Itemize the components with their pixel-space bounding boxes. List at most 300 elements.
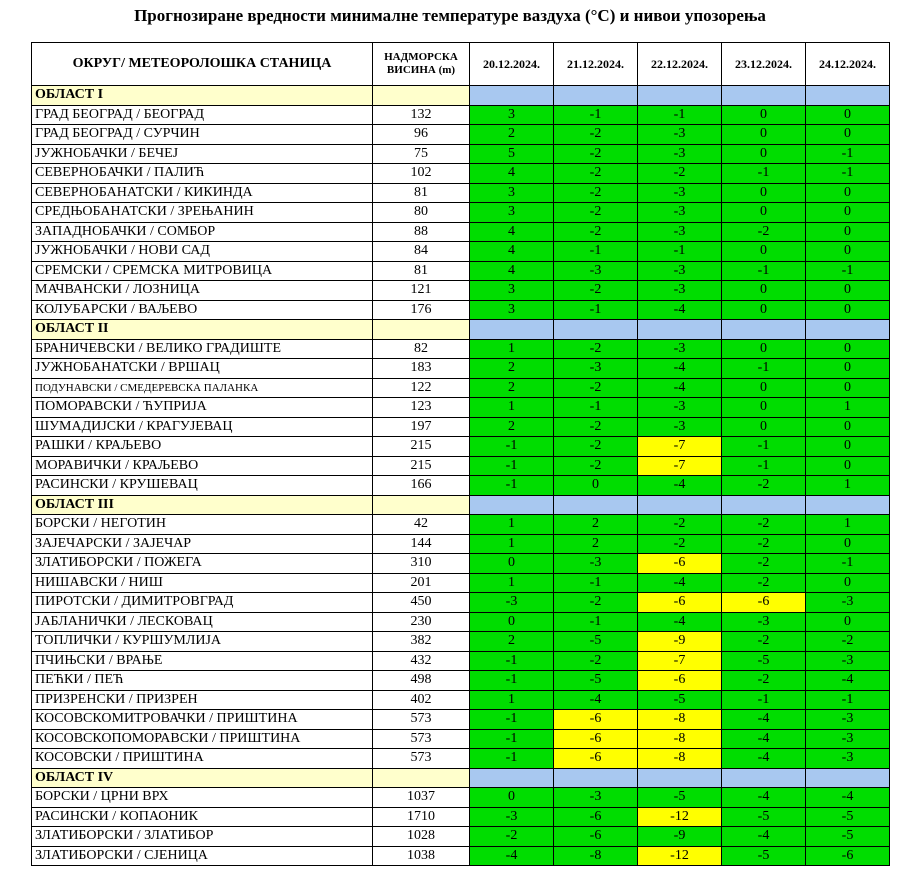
station-altitude: 215: [373, 456, 470, 476]
region-name: ОБЛАСТ II: [32, 320, 373, 340]
station-name: БРАНИЧЕВСКИ / ВЕЛИКО ГРАДИШТЕ: [32, 339, 373, 359]
temperature-cell-green: 2: [470, 417, 554, 437]
region-date-blank: [470, 320, 554, 340]
temperature-cell-green: -1: [470, 749, 554, 769]
temperature-cell-green: -3: [806, 710, 890, 730]
table-row: [32, 612, 890, 632]
station-altitude: 80: [373, 203, 470, 223]
page-title: Прогнозиране вредности минималне температуре ваздуха (°C) и нивои упозорења: [134, 6, 766, 25]
station-name: ЈАБЛАНИЧКИ / ЛЕСКОВАЦ: [32, 612, 373, 632]
date-column-header: 24.12.2024.: [806, 43, 890, 86]
date-column-header: 21.12.2024.: [554, 43, 638, 86]
temperature-cell-green: -2: [722, 573, 806, 593]
temperature-cell-green: -3: [638, 261, 722, 281]
temperature-cell-green: 0: [806, 573, 890, 593]
table-row: [32, 261, 890, 281]
table-row: [32, 651, 890, 671]
table-row: [32, 281, 890, 301]
station-name: ЗЛАТИБОРСКИ / СЈЕНИЦА: [32, 846, 373, 866]
region-date-blank: [638, 86, 722, 106]
temperature-cell-green: 3: [470, 105, 554, 125]
table-row: [32, 222, 890, 242]
station-name: РАШКИ / КРАЉЕВО: [32, 437, 373, 457]
region-date-blank: [722, 320, 806, 340]
temperature-cell-green: -1: [722, 359, 806, 379]
station-name: ЗАПАДНОБАЧКИ / СОМБОР: [32, 222, 373, 242]
temperature-cell-green: -2: [554, 281, 638, 301]
temperature-cell-yellow: -6: [638, 593, 722, 613]
table-row: [32, 476, 890, 496]
station-name: ШУМАДИЈСКИ / КРАГУЈЕВАЦ: [32, 417, 373, 437]
station-altitude: 1028: [373, 827, 470, 847]
region-date-blank: [470, 495, 554, 515]
region-date-blank: [638, 320, 722, 340]
temperature-cell-green: -3: [638, 222, 722, 242]
temperature-cell-green: -4: [722, 749, 806, 769]
table-row: [32, 632, 890, 652]
table-row: [32, 827, 890, 847]
temperature-cell-green: -1: [806, 554, 890, 574]
station-name: БОРСКИ / НЕГОТИН: [32, 515, 373, 535]
temperature-cell-green: 0: [722, 417, 806, 437]
region-date-blank: [722, 495, 806, 515]
station-altitude: 1037: [373, 788, 470, 808]
station-altitude: 88: [373, 222, 470, 242]
temperature-cell-green: -3: [638, 417, 722, 437]
table-row: [32, 437, 890, 457]
temperature-cell-green: -1: [722, 437, 806, 457]
table-row: [32, 339, 890, 359]
temperature-cell-green: -2: [638, 164, 722, 184]
temperature-cell-green: 0: [806, 359, 890, 379]
region-date-blank: [638, 768, 722, 788]
temperature-cell-green: -1: [806, 164, 890, 184]
date-column-header: 22.12.2024.: [638, 43, 722, 86]
temperature-cell-green: -1: [554, 242, 638, 262]
temperature-cell-green: -1: [638, 105, 722, 125]
temperature-cell-green: -1: [470, 651, 554, 671]
temperature-cell-green: -5: [554, 632, 638, 652]
station-name: ТОПЛИЧКИ / КУРШУМЛИЈА: [32, 632, 373, 652]
temperature-cell-green: 1: [470, 339, 554, 359]
temperature-cell-green: -2: [722, 515, 806, 535]
region-altitude-blank: [373, 320, 470, 340]
station-altitude: 230: [373, 612, 470, 632]
temperature-cell-green: -1: [554, 300, 638, 320]
temperature-cell-green: 2: [470, 378, 554, 398]
station-name: ПЧИЊСКИ / ВРАЊЕ: [32, 651, 373, 671]
region-date-blank: [554, 320, 638, 340]
station-altitude: 132: [373, 105, 470, 125]
temperature-cell-green: 0: [722, 105, 806, 125]
station-altitude: 176: [373, 300, 470, 320]
temperature-cell-green: -9: [638, 827, 722, 847]
temperature-cell-green: -1: [470, 456, 554, 476]
table-header-row: [32, 43, 890, 86]
table-row: [32, 398, 890, 418]
station-name: СРЕМСКИ / СРЕМСКА МИТРОВИЦА: [32, 261, 373, 281]
temperature-cell-green: -8: [554, 846, 638, 866]
temperature-cell-green: 4: [470, 164, 554, 184]
temperature-cell-green: 1: [470, 573, 554, 593]
temperature-cell-green: -4: [722, 710, 806, 730]
station-name: КОСОВСКОПОМОРАВСКИ / ПРИШТИНА: [32, 729, 373, 749]
temperature-cell-green: -3: [806, 749, 890, 769]
temperature-cell-green: 0: [470, 612, 554, 632]
station-name: ЗЛАТИБОРСКИ / ЗЛАТИБОР: [32, 827, 373, 847]
temperature-cell-green: 1: [806, 476, 890, 496]
altitude-header-line1: НАДМОРСКА: [384, 51, 458, 63]
region-name: ОБЛАСТ III: [32, 495, 373, 515]
station-name: МАЧВАНСКИ / ЛОЗНИЦА: [32, 281, 373, 301]
temperature-cell-green: -5: [722, 846, 806, 866]
temperature-cell-yellow: -6: [554, 729, 638, 749]
temperature-cell-green: -5: [554, 671, 638, 691]
station-name: РАСИНСКИ / КРУШЕВАЦ: [32, 476, 373, 496]
temperature-cell-green: 0: [806, 437, 890, 457]
station-altitude: 382: [373, 632, 470, 652]
region-date-blank: [470, 86, 554, 106]
temperature-cell-green: 0: [806, 105, 890, 125]
region-date-blank: [554, 86, 638, 106]
temperature-cell-green: 0: [722, 125, 806, 145]
station-altitude: 573: [373, 710, 470, 730]
table-row: [32, 729, 890, 749]
temperature-cell-green: -4: [638, 476, 722, 496]
temperature-cell-green: -1: [806, 261, 890, 281]
temperature-cell-green: 0: [806, 534, 890, 554]
temperature-cell-green: -1: [470, 729, 554, 749]
temperature-cell-green: -4: [722, 788, 806, 808]
table-row: [32, 749, 890, 769]
temperature-cell-yellow: -8: [638, 749, 722, 769]
region-row: [32, 320, 890, 340]
region-date-blank: [806, 320, 890, 340]
station-altitude: 75: [373, 144, 470, 164]
region-row: [32, 768, 890, 788]
temperature-cell-green: -3: [554, 359, 638, 379]
temperature-cell-green: 0: [722, 281, 806, 301]
table-row: [32, 242, 890, 262]
table-body: [32, 86, 890, 866]
temperature-cell-green: -4: [638, 300, 722, 320]
temperature-cell-green: 4: [470, 222, 554, 242]
temperature-cell-green: 0: [806, 612, 890, 632]
temperature-cell-green: -4: [722, 827, 806, 847]
date-column-header: 23.12.2024.: [722, 43, 806, 86]
temperature-cell-green: -2: [554, 593, 638, 613]
temperature-cell-green: 2: [554, 515, 638, 535]
station-altitude: 123: [373, 398, 470, 418]
temperature-cell-green: 0: [722, 339, 806, 359]
temperature-cell-green: 3: [470, 300, 554, 320]
station-altitude: 122: [373, 378, 470, 398]
temperature-cell-green: 2: [470, 359, 554, 379]
table-row: [32, 710, 890, 730]
temperature-cell-yellow: -6: [554, 710, 638, 730]
station-altitude: 82: [373, 339, 470, 359]
temperature-cell-green: 1: [470, 398, 554, 418]
temperature-cell-green: -1: [806, 690, 890, 710]
station-name: МОРАВИЧКИ / КРАЉЕВО: [32, 456, 373, 476]
temperature-cell-green: -3: [638, 144, 722, 164]
table-row: [32, 300, 890, 320]
station-altitude: 96: [373, 125, 470, 145]
temperature-cell-yellow: -12: [638, 846, 722, 866]
temperature-cell-green: -2: [554, 222, 638, 242]
station-name: ЈУЖНОБАЧКИ / НОВИ САД: [32, 242, 373, 262]
table-row: [32, 534, 890, 554]
temperature-cell-green: 2: [554, 534, 638, 554]
temperature-cell-green: -1: [722, 456, 806, 476]
table-row: [32, 690, 890, 710]
station-name: ПРИЗРЕНСКИ / ПРИЗРЕН: [32, 690, 373, 710]
temperature-cell-green: 0: [806, 183, 890, 203]
station-name: ЗЛАТИБОРСКИ / ПОЖЕГА: [32, 554, 373, 574]
temperature-cell-green: -5: [638, 690, 722, 710]
station-altitude: 121: [373, 281, 470, 301]
temperature-cell-green: 1: [470, 690, 554, 710]
table-row: [32, 515, 890, 535]
table-row: [32, 359, 890, 379]
temperature-cell-yellow: -7: [638, 456, 722, 476]
station-altitude: 166: [373, 476, 470, 496]
region-date-blank: [806, 768, 890, 788]
table-row: [32, 164, 890, 184]
table-row: [32, 417, 890, 437]
temperature-cell-green: -2: [554, 183, 638, 203]
temperature-cell-green: -4: [470, 846, 554, 866]
temperature-cell-green: -3: [806, 729, 890, 749]
temperature-cell-green: 4: [470, 242, 554, 262]
station-name: СЕВЕРНОБАЧКИ / ПАЛИЋ: [32, 164, 373, 184]
station-name: БОРСКИ / ЦРНИ ВРХ: [32, 788, 373, 808]
temperature-cell-green: -2: [554, 339, 638, 359]
temperature-cell-green: -2: [722, 671, 806, 691]
table-row: [32, 203, 890, 223]
temperature-cell-green: -2: [554, 378, 638, 398]
temperature-cell-green: 0: [806, 203, 890, 223]
temperature-cell-green: -3: [638, 339, 722, 359]
temperature-cell-green: -2: [554, 125, 638, 145]
station-altitude: 573: [373, 729, 470, 749]
region-date-blank: [554, 495, 638, 515]
station-name: КОЛУБАРСКИ / ВАЉЕВО: [32, 300, 373, 320]
temperature-cell-green: 1: [470, 534, 554, 554]
temperature-cell-green: -6: [554, 807, 638, 827]
temperature-cell-green: 1: [806, 398, 890, 418]
temperature-cell-green: 0: [722, 378, 806, 398]
temperature-cell-green: 0: [722, 300, 806, 320]
temperature-cell-green: 0: [806, 339, 890, 359]
station-name: РАСИНСКИ / КОПАОНИК: [32, 807, 373, 827]
temperature-cell-green: -1: [638, 242, 722, 262]
station-altitude: 1038: [373, 846, 470, 866]
region-altitude-blank: [373, 86, 470, 106]
station-name: ПОМОРАВСКИ / ЋУПРИЈА: [32, 398, 373, 418]
station-name: ЗАЈЕЧАРСКИ / ЗАЈЕЧАР: [32, 534, 373, 554]
temperature-cell-green: -1: [470, 476, 554, 496]
station-name: ПЕЋКИ / ПЕЋ: [32, 671, 373, 691]
temperature-table: [31, 42, 890, 866]
temperature-cell-green: 0: [722, 144, 806, 164]
station-name: ПОДУНАВСКИ / СМЕДЕРЕВСКА ПАЛАНКА: [32, 378, 373, 398]
table-row: [32, 105, 890, 125]
temperature-cell-green: 3: [470, 203, 554, 223]
station-altitude: 498: [373, 671, 470, 691]
temperature-cell-green: -2: [554, 144, 638, 164]
temperature-cell-green: -4: [638, 378, 722, 398]
temperature-cell-green: -2: [554, 456, 638, 476]
temperature-cell-green: -2: [806, 632, 890, 652]
altitude-header-line2: ВИСИНА (m): [386, 64, 456, 76]
temperature-cell-green: -1: [554, 398, 638, 418]
station-altitude: 102: [373, 164, 470, 184]
region-date-blank: [470, 768, 554, 788]
temperature-cell-green: -1: [554, 105, 638, 125]
station-name: ГРАД БЕОГРАД / БЕОГРАД: [32, 105, 373, 125]
temperature-cell-green: 0: [806, 222, 890, 242]
temperature-cell-green: 0: [554, 476, 638, 496]
temperature-cell-green: 0: [806, 300, 890, 320]
temperature-cell-green: -5: [722, 807, 806, 827]
temperature-cell-yellow: -6: [638, 554, 722, 574]
temperature-cell-green: 0: [722, 183, 806, 203]
temperature-cell-green: -4: [638, 573, 722, 593]
table-row: [32, 378, 890, 398]
station-altitude: 201: [373, 573, 470, 593]
temperature-cell-green: -2: [722, 476, 806, 496]
temperature-cell-green: 0: [806, 281, 890, 301]
temperature-cell-green: -3: [638, 125, 722, 145]
station-name: ГРАД БЕОГРАД / СУРЧИН: [32, 125, 373, 145]
region-date-blank: [722, 86, 806, 106]
table-row: [32, 144, 890, 164]
temperature-cell-green: -2: [722, 534, 806, 554]
temperature-cell-green: -3: [470, 593, 554, 613]
temperature-cell-yellow: -6: [638, 671, 722, 691]
table-row: [32, 807, 890, 827]
temperature-cell-green: -2: [554, 164, 638, 184]
temperature-cell-green: -3: [806, 651, 890, 671]
temperature-cell-green: 4: [470, 261, 554, 281]
temperature-cell-green: 0: [722, 242, 806, 262]
temperature-cell-green: 2: [470, 632, 554, 652]
temperature-cell-green: -6: [554, 827, 638, 847]
region-name: ОБЛАСТ IV: [32, 768, 373, 788]
station-altitude: 450: [373, 593, 470, 613]
temperature-cell-green: -5: [722, 651, 806, 671]
temperature-cell-green: 5: [470, 144, 554, 164]
region-date-blank: [806, 495, 890, 515]
temperature-cell-green: -2: [554, 203, 638, 223]
station-altitude: 310: [373, 554, 470, 574]
temperature-cell-green: -4: [638, 359, 722, 379]
table-row: [32, 593, 890, 613]
temperature-cell-yellow: -6: [554, 749, 638, 769]
temperature-cell-green: -2: [470, 827, 554, 847]
temperature-cell-yellow: -12: [638, 807, 722, 827]
temperature-cell-green: -4: [722, 729, 806, 749]
station-name: СРЕДЊОБАНАТСКИ / ЗРЕЊАНИН: [32, 203, 373, 223]
temperature-cell-green: -4: [638, 612, 722, 632]
temperature-cell-green: -3: [638, 398, 722, 418]
table-row: [32, 183, 890, 203]
temperature-cell-green: -2: [554, 651, 638, 671]
station-altitude: 183: [373, 359, 470, 379]
temperature-cell-green: -2: [722, 632, 806, 652]
region-date-blank: [806, 86, 890, 106]
station-name: НИШАВСКИ / НИШ: [32, 573, 373, 593]
temperature-cell-green: -1: [554, 612, 638, 632]
temperature-cell-green: -1: [470, 710, 554, 730]
temperature-cell-green: -2: [554, 417, 638, 437]
station-altitude: 144: [373, 534, 470, 554]
temperature-cell-green: -1: [722, 164, 806, 184]
temperature-cell-green: -3: [638, 203, 722, 223]
temperature-cell-green: -5: [806, 827, 890, 847]
temperature-cell-green: -5: [638, 788, 722, 808]
station-altitude: 81: [373, 261, 470, 281]
temperature-cell-green: -3: [554, 788, 638, 808]
station-column-header: ОКРУГ/ МЕТЕОРОЛОШКА СТАНИЦА: [32, 43, 373, 86]
temperature-cell-green: -5: [806, 807, 890, 827]
temperature-cell-green: 0: [470, 788, 554, 808]
date-column-header: 20.12.2024.: [470, 43, 554, 86]
temperature-cell-yellow: -7: [638, 437, 722, 457]
temperature-cell-yellow: -8: [638, 729, 722, 749]
station-altitude: 215: [373, 437, 470, 457]
temperature-cell-green: 3: [470, 183, 554, 203]
station-name: КОСОВСКОМИТРОВАЧКИ / ПРИШТИНА: [32, 710, 373, 730]
temperature-cell-green: -6: [806, 846, 890, 866]
temperature-cell-green: -2: [638, 515, 722, 535]
region-name: ОБЛАСТ I: [32, 86, 373, 106]
temperature-cell-green: -3: [638, 183, 722, 203]
temperature-cell-green: -3: [554, 261, 638, 281]
temperature-cell-green: -4: [554, 690, 638, 710]
temperature-cell-green: 1: [806, 515, 890, 535]
region-date-blank: [722, 768, 806, 788]
temperature-cell-yellow: -9: [638, 632, 722, 652]
temperature-cell-green: 1: [470, 515, 554, 535]
region-row: [32, 495, 890, 515]
table-row: [32, 788, 890, 808]
station-altitude: 197: [373, 417, 470, 437]
temperature-cell-green: -3: [722, 612, 806, 632]
temperature-cell-green: 0: [806, 417, 890, 437]
temperature-cell-green: 2: [470, 125, 554, 145]
station-altitude: 84: [373, 242, 470, 262]
temperature-cell-green: 0: [722, 398, 806, 418]
station-altitude: 402: [373, 690, 470, 710]
table-row: [32, 573, 890, 593]
temperature-cell-green: 3: [470, 281, 554, 301]
station-altitude: 432: [373, 651, 470, 671]
temperature-cell-green: 0: [470, 554, 554, 574]
temperature-cell-green: -2: [722, 222, 806, 242]
temperature-cell-green: -3: [806, 593, 890, 613]
station-altitude: 573: [373, 749, 470, 769]
station-name: ЈУЖНОБАЧКИ / БЕЧЕЈ: [32, 144, 373, 164]
station-altitude: 81: [373, 183, 470, 203]
region-altitude-blank: [373, 768, 470, 788]
temperature-cell-green: 0: [806, 242, 890, 262]
temperature-cell-green: 0: [806, 456, 890, 476]
station-altitude: 1710: [373, 807, 470, 827]
temperature-cell-green: -1: [722, 690, 806, 710]
station-name: ПИРОТСКИ / ДИМИТРОВГРАД: [32, 593, 373, 613]
